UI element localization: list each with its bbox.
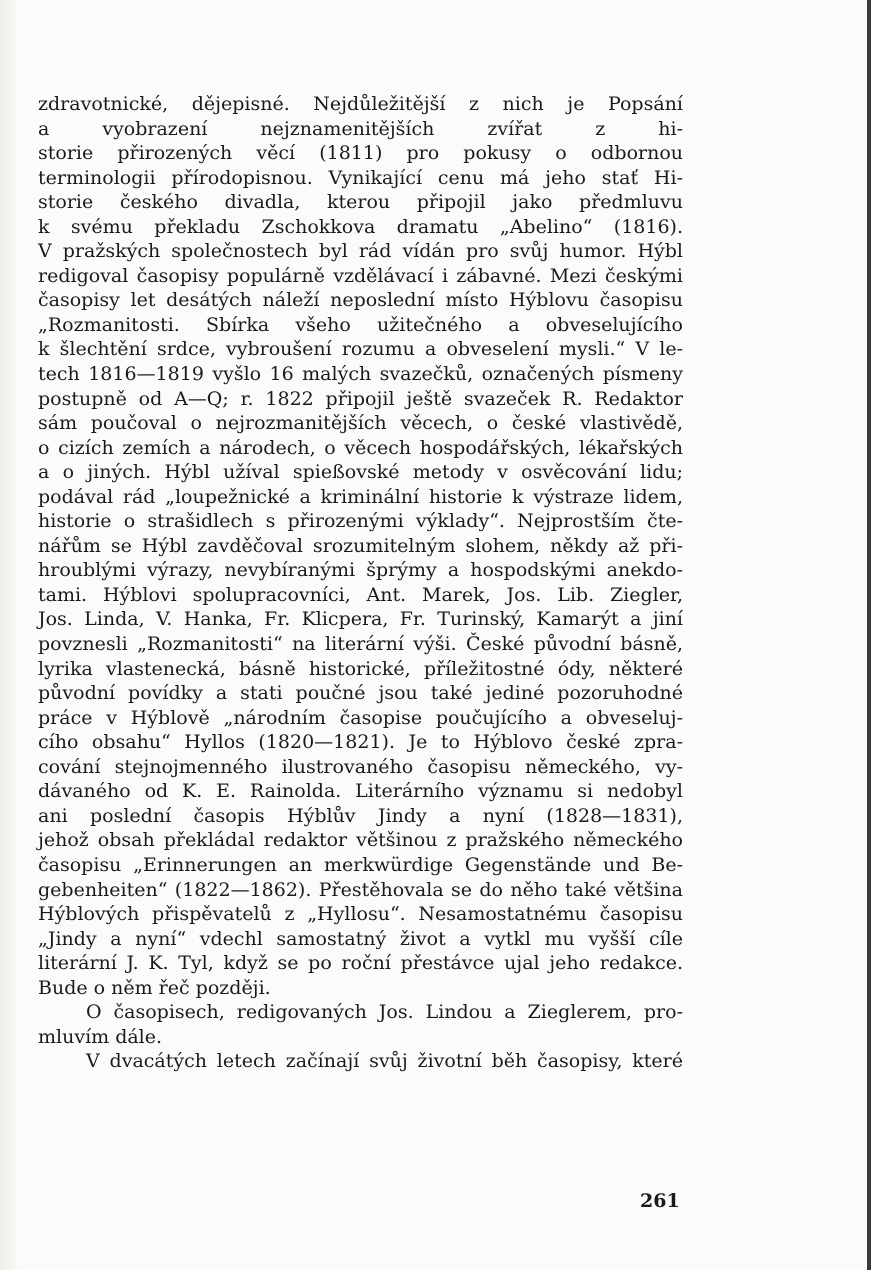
text-line: O časopisech, redigovaných Jos. Lindou a Zieglerem, pro- bbox=[86, 1001, 683, 1024]
text-line: k svému překladu Zschokkova dramatu „Abelino“ (1816). bbox=[38, 215, 683, 238]
text-line: Hýblových přispěvatelů z „Hyllosu“. Nesamostatnému časopisu bbox=[38, 903, 683, 926]
text-line: Bude o něm řeč později. bbox=[38, 976, 271, 999]
text-line: Jos. Linda, V. Hanka, Fr. Klicpera, Fr. Turinský, Kamarýt a jiní bbox=[38, 608, 683, 631]
text-line: lyrika vlastenecká, básně historické, příležitostné ódy, některé bbox=[38, 657, 683, 680]
text-line: tami. Hýblovi spolupracovníci, Ant. Marek, Jos. Lib. Ziegler, bbox=[38, 583, 683, 606]
text-line: podával rád „loupežnické a kriminální historie k výstraze lidem, bbox=[38, 485, 683, 508]
text-line: postupně od A—Q; r. 1822 připojil ještě svazeček R. Redaktor bbox=[38, 387, 683, 410]
text-line: redigoval časopisy populárně vzdělávací i zábavné. Mezi českými bbox=[38, 264, 683, 287]
text-line: k šlechtění srdce, vybroušení rozumu a obveselení mysli.“ V le- bbox=[38, 338, 683, 361]
text-line: V dvacátých letech začínají svůj životní běh časopisy, které bbox=[86, 1050, 683, 1073]
text-line: hroublými výrazy, nevybíranými šprýmy a hospodskými anekdo- bbox=[38, 559, 683, 582]
page-shadow-edge bbox=[0, 0, 20, 1270]
text-line: gebenheiten“ (1822—1862). Přestěhovala se do něho také většina bbox=[38, 878, 683, 901]
text-line: časopisu „Erinnerungen an merkwürdige Gegenstände und Be- bbox=[38, 853, 683, 876]
text-line: „Jindy a nyní“ vdechl samostatný život a vytkl mu vyšší cíle bbox=[38, 927, 683, 950]
text-line: cího obsahu“ Hyllos (1820—1821). Je to Hýblovo české zpra- bbox=[38, 731, 683, 754]
text-line: původní povídky a stati poučné jsou také jediné pozoruhodné bbox=[38, 682, 683, 705]
text-line: sám poučoval o nejrozmanitějších věcech, o české vlastivědě, bbox=[38, 412, 683, 435]
text-line: dávaného od K. E. Rainolda. Literárního významu si nedobyl bbox=[38, 780, 683, 803]
text-line: a vyobrazení nejznamenitějších zvířat z hi- bbox=[38, 117, 683, 140]
text-line: tech 1816—1819 vyšlo 16 malých svazečků, označených písmeny bbox=[38, 363, 683, 386]
text-line: o cizích zemích a národech, o věcech hospodářských, lékařských bbox=[38, 436, 683, 459]
text-line: ani poslední časopis Hýblův Jindy a nyní (1828—1831), bbox=[38, 804, 683, 827]
page-number: 261 bbox=[640, 1190, 680, 1212]
text-line: terminologii přírodopisnou. Vynikající cenu má jeho stať Hi- bbox=[38, 166, 683, 189]
body-text bbox=[38, 92, 683, 1074]
text-line: povznesli „Rozmanitosti“ na literární výši. České původní básně, bbox=[38, 633, 683, 656]
text-line: zdravotnické, dějepisné. Nejdůležitější z nich je Popsání bbox=[38, 93, 683, 115]
text-line: cování stejnojmenného ilustrovaného časopisu německého, vy- bbox=[38, 755, 683, 778]
text-line: storie přirozených věcí (1811) pro pokusy o odbornou bbox=[38, 142, 683, 165]
text-line: časopisy let desátých náleží neposlední místo Hýblovu časopisu bbox=[38, 289, 683, 312]
text-line: V pražských společnostech byl rád vídán pro svůj humor. Hýbl bbox=[38, 240, 683, 263]
text-line: „Rozmanitosti. Sbírka všeho užitečného a obveselujícího bbox=[38, 313, 683, 336]
scan-border bbox=[867, 0, 871, 1270]
text-line: jehož obsah překládal redaktor většinou z pražského německého bbox=[38, 829, 683, 852]
text-line: storie českého divadla, kterou připojil jako předmluvu bbox=[38, 191, 683, 214]
text-line: historie o strašidlech s přirozenými výklady“. Nejprostším čte- bbox=[38, 510, 683, 533]
text-line: nářům se Hýbl zavděčoval srozumitelným slohem, někdy až při- bbox=[38, 534, 683, 557]
text-line: mluvím dále. bbox=[38, 1025, 163, 1048]
text-line: a o jiných. Hýbl užíval spießovské metody v osvěcování lidu; bbox=[38, 461, 683, 484]
text-line: literární J. K. Tyl, když se po roční přestávce ujal jeho redakce. bbox=[38, 952, 683, 975]
text-line: práce v Hýblově „národním časopise poučujícího a obveseluj- bbox=[38, 706, 683, 729]
